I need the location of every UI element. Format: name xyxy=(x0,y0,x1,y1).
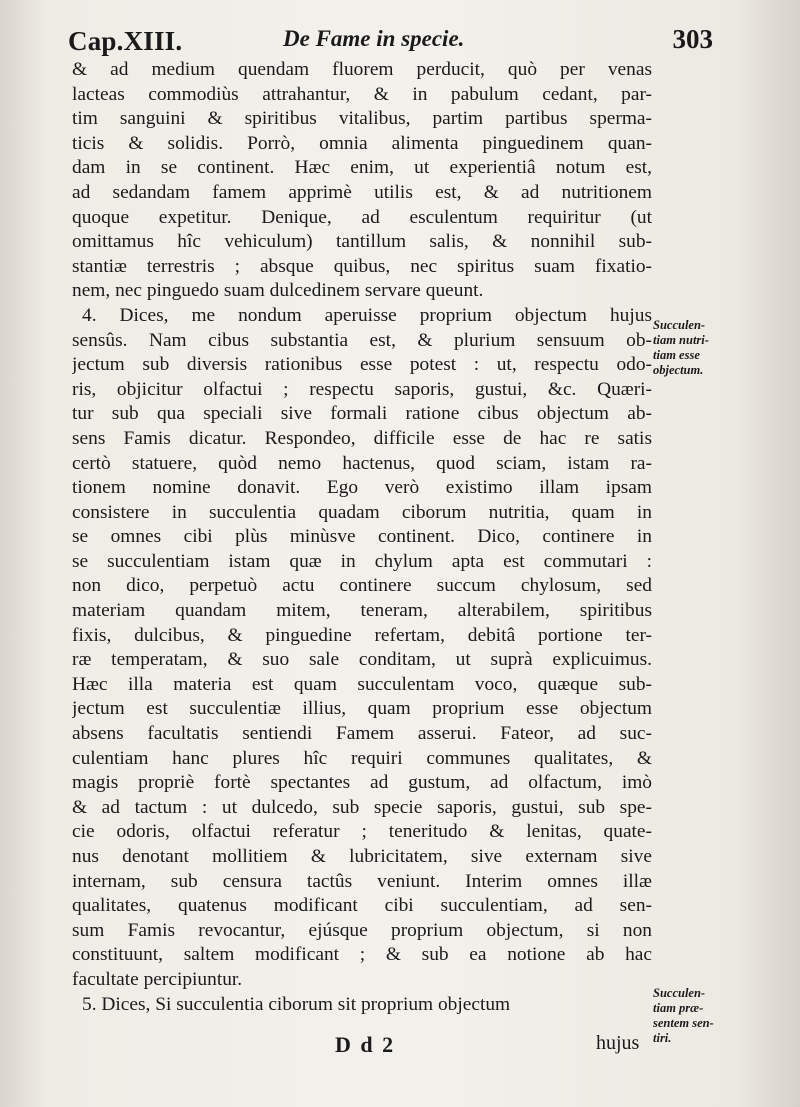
text-line: tur sub qua speciali sive formali ratione cibus objectum ab- xyxy=(72,403,652,425)
text-line: ad sedandam famem apprimè utilis est, & ad nutritionem xyxy=(72,181,652,203)
text-line: facultate percipiuntur. xyxy=(72,968,243,990)
catchword: hujus xyxy=(596,1032,640,1054)
text-line: materiam quandam mitem, teneram, alterabilem, spiritibus xyxy=(72,600,652,622)
text-line: ris, objicitur olfactui ; respectu saporis, gustui, &c. Quæri- xyxy=(72,378,652,400)
text-line: sum Famis revocantur, ejúsque proprium objectum, si non xyxy=(72,919,652,941)
margin-note-line: Succulen- xyxy=(653,986,706,1000)
text-line: fixis, dulcibus, & pinguedine refertam, debitâ portione ter- xyxy=(72,624,652,646)
text-line: omittamus hîc vehiculum) tantillum salis, & nonnihil sub- xyxy=(72,231,652,253)
margin-note-line: objectum. xyxy=(653,363,704,377)
text-line: non dico, perpetuò actu continere succum chylosum, sed xyxy=(72,575,652,597)
text-line: & ad medium quendam fluorem perducit, quò per venas xyxy=(72,59,652,80)
text-line: lacteas commodiùs attrahantur, & in pabulum cedant, par- xyxy=(72,83,652,105)
text-line: 5. Dices, Si succulentia ciborum sit proprium objectum xyxy=(82,993,511,1015)
text-line: consistere in succulentia quadam ciborum nutritia, quam in xyxy=(72,501,652,523)
body-text xyxy=(72,58,652,1017)
text-line: absens facultatis sentiendi Famem asserui. Fateor, ad suc- xyxy=(72,723,652,745)
margin-note-line: tiri. xyxy=(653,1031,672,1045)
text-line: cie odoris, olfactui referatur ; teneritudo & lenitas, quate- xyxy=(72,821,652,843)
page-header xyxy=(68,22,713,56)
text-line: ticis & solidis. Porrò, omnia alimenta pinguedinem quan- xyxy=(72,132,652,154)
text-line: nem, nec pinguedo suam dulcedinem servare queunt. xyxy=(72,280,484,302)
margin-note-line: tiam præ- xyxy=(653,1001,704,1015)
text-line: certò statuere, quòd nemo hactenus, quod sciam, istam ra- xyxy=(72,452,652,474)
text-line: tionem nomine donavit. Ego verò existimo illam ipsam xyxy=(72,477,652,499)
running-title: De Fame in specie. xyxy=(283,26,465,51)
margin-note-line: tiam esse xyxy=(653,348,700,362)
text-line: & ad tactum : ut dulcedo, sub specie saporis, gustui, sub spe- xyxy=(72,796,652,818)
text-line: sensûs. Nam cibus substantia est, & plurium sensuum ob- xyxy=(72,329,652,351)
text-line: qualitates, quatenus modificant cibi succulentiam, ad sen- xyxy=(72,895,652,917)
margin-note-line: tiam nutri- xyxy=(653,333,709,347)
text-line: 4. Dices, me nondum aperuisse proprium objectum hujus xyxy=(82,304,652,326)
text-line: magis propriè fortè spectantes ad gustum, ad olfactum, imò xyxy=(72,772,652,794)
chapter-label: Cap.XIII. xyxy=(68,26,183,56)
text-line: quoque expetitur. Denique, ad esculentum requiritur (ut xyxy=(72,206,652,228)
margin-note-succulentia-nutritia xyxy=(653,318,733,378)
text-line: stantiæ terrestris ; absque quibus, nec spiritus suam fixatio- xyxy=(72,255,652,277)
signature-mark: D d 2 xyxy=(335,1032,396,1057)
page-footer xyxy=(330,1030,650,1060)
margin-note-line: Succulen- xyxy=(653,318,706,332)
text-line: ræ temperatam, & suo sale conditam, ut suprà explicuimus. xyxy=(72,649,652,671)
text-line: nus denotant mollitiem & lubricitatem, sive externam sive xyxy=(72,846,652,867)
text-line: Hæc illa materia est quam succulentam voco, quæque sub- xyxy=(72,673,652,695)
text-line: sens Famis dicatur. Respondeo, difficile esse de hac re satis xyxy=(72,427,652,449)
text-line: jectum est succulentiæ illius, quam proprium esse objectum xyxy=(72,698,652,720)
page-number: 303 xyxy=(672,24,713,54)
text-line: dam in se continent. Hæc enim, ut experientiâ notum est, xyxy=(72,157,652,179)
text-line: culentiam hanc plures hîc requiri communes qualitates, & xyxy=(72,747,652,769)
margin-note-succulentia-praesens xyxy=(653,986,733,1046)
text-line: constituunt, saltem modificant ; & sub ea notione ab hac xyxy=(72,944,652,966)
text-line: se succulentiam istam quæ in chylum apta est commutari : xyxy=(72,550,652,572)
text-line: jectum sub diversis rationibus esse potest : ut, respectu odo- xyxy=(72,354,652,376)
text-line: internam, sub censura tactûs veniunt. Interim omnes illæ xyxy=(72,870,652,892)
text-line: tim sanguini & spiritibus vitalibus, partim partibus sperma- xyxy=(72,108,652,130)
margin-note-line: sentem sen- xyxy=(653,1016,714,1030)
text-line: se omnes cibi plùs minùsve continent. Dico, continere in xyxy=(72,526,652,548)
